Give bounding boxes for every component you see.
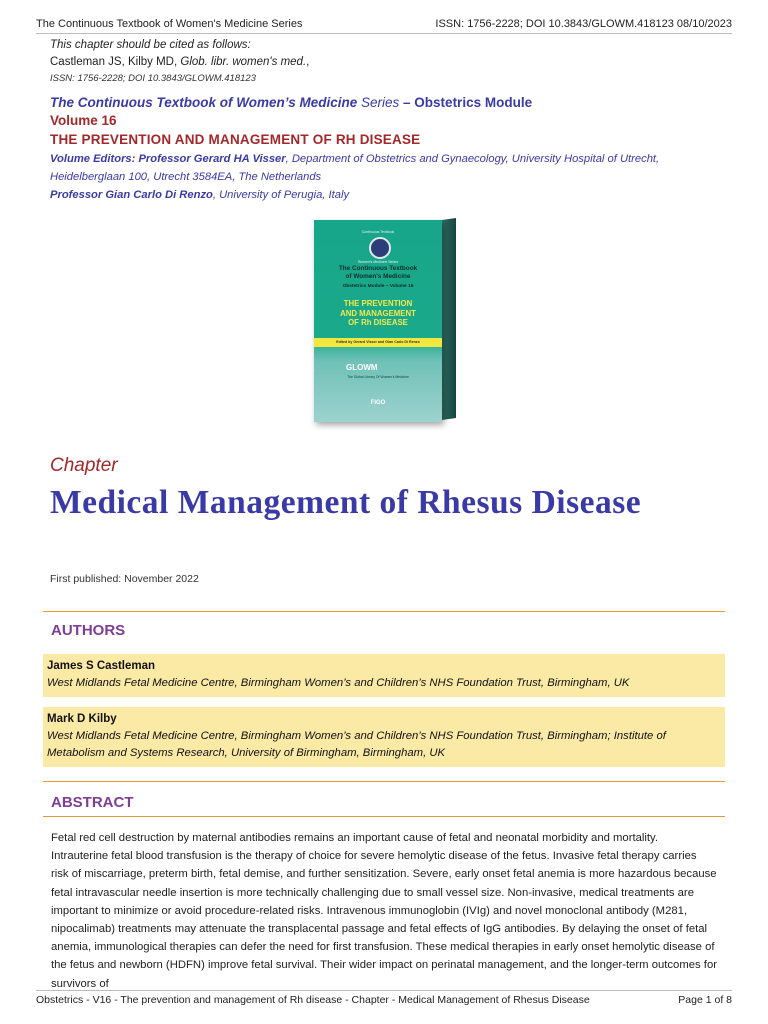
book-cover — [314, 220, 442, 422]
citation-authors: Castleman JS, Kilby MD, — [50, 56, 181, 68]
book-spine — [442, 218, 456, 420]
cover-book-title-b: AND MANAGEMENT — [340, 308, 416, 318]
cover-emblem-icon — [369, 237, 391, 259]
volume-editor-1-name: Volume Editors: Professor Gerard HA Visser — [50, 153, 286, 165]
cover-glowm-sub: The Global Library Of Women's Medicine — [347, 375, 409, 379]
authors-section — [43, 611, 725, 782]
cover-figo-logo: FIGO — [370, 400, 386, 406]
cover-book-title-a: THE PREVENTION — [343, 299, 413, 308]
page-number: Page 1 of 8 — [678, 994, 732, 1006]
series-word: Series — [357, 95, 400, 110]
citation-intro: This chapter should be cited as follows: — [50, 39, 251, 51]
author-affiliation: West Midlands Fetal Medicine Centre, Birmingham Women’s and Children’s NHS Foundation Trust, Birmingham, UK — [47, 677, 630, 689]
cover-book-title — [314, 299, 442, 328]
author-card — [43, 654, 725, 697]
volume-editor-1-address: Heidelberglaan 100, Utrecht 3584EA, The Netherlands — [50, 171, 322, 183]
volume-editor-1-affiliation: , Department of Obstetrics and Gynaecology, University Hospital of Utrecht, — [285, 153, 660, 165]
book-cover-image — [314, 218, 458, 424]
cover-brand-sub: Women's Medicine Series — [357, 260, 399, 264]
volume-title: THE PREVENTION AND MANAGEMENT OF RH DISEASE — [50, 132, 421, 147]
citation-issn: ISSN: 1756-2228; DOI 10.3843/GLOWM.418123 — [50, 73, 256, 84]
author-name: Mark D Kilby — [47, 713, 117, 725]
running-header — [36, 18, 732, 34]
abstract-heading: ABSTRACT — [51, 794, 134, 811]
series-title-line — [50, 94, 740, 112]
series-info — [50, 94, 740, 204]
cover-glowm-logo: GLOWM — [346, 363, 378, 372]
chapter-title: Medical Management of Rhesus Disease — [50, 484, 642, 521]
cover-book-title-c: OF Rh DISEASE — [348, 318, 408, 327]
cover-brand: Continuous Textbook — [361, 230, 395, 234]
cover-series-title-a: The Continuous Textbook — [338, 265, 418, 272]
cover-module: Obstetrics Module – Volume 16 — [342, 284, 414, 289]
author-name: James S Castleman — [47, 660, 156, 672]
running-header-series: The Continuous Textbook of Women's Medicine Series — [36, 18, 303, 30]
abstract-section — [43, 784, 725, 993]
author-affiliation: West Midlands Fetal Medicine Centre, Birmingham Women’s and Children’s NHS Foundation Trust, Birmingham; Institute of Metabolism and Systems Research, University of Birmingham, Birmingham, UK — [47, 730, 666, 759]
first-published: First published: November 2022 — [50, 573, 199, 585]
volume-editor-1 — [50, 150, 740, 168]
cover-series-title-b: of Women's Medicine — [345, 273, 411, 280]
citation-line — [50, 54, 730, 71]
volume-number: Volume 16 — [50, 113, 117, 128]
volume-editor-2-name: Professor Gian Carlo Di Renzo — [50, 189, 213, 201]
running-footer — [36, 990, 732, 1006]
citation-trail: , — [306, 56, 310, 68]
cover-series-title — [314, 265, 442, 281]
chapter-label: Chapter — [50, 455, 118, 476]
volume-editor-2 — [50, 186, 740, 204]
cover-editors-band: Edited by Gerard Visser and Gian Carlo Di Renzo — [314, 338, 442, 347]
running-footer-title: Obstetrics - V16 - The prevention and management of Rh disease - Chapter - Medical Management of Rhesus Disease — [36, 994, 590, 1006]
series-module: – Obstetrics Module — [399, 95, 533, 110]
citation-block — [50, 37, 730, 87]
volume-editor-2-affiliation: , University of Perugia, Italy — [212, 189, 350, 201]
authors-heading: AUTHORS — [51, 622, 126, 639]
running-header-issn: ISSN: 1756-2228; DOI 10.3843/GLOWM.418123 08/10/2023 — [435, 18, 732, 30]
author-card — [43, 707, 725, 767]
section-divider — [43, 781, 725, 782]
citation-journal: Glob. libr. women's med. — [180, 56, 307, 68]
series-title: The Continuous Textbook of Women’s Medicine — [50, 95, 358, 110]
abstract-text: Fetal red cell destruction by maternal antibodies remains an important cause of fetal and neonatal morbidity and mortality. Intrauterine fetal blood transfusion is the therapy of choice for severe hemolytic disease of the fetus. Invasive fetal therapy carries risk of miscarriage, preterm birth, fetal demise, and further sensitization. Severe, early onset fetal anemia is more hazardous because fetal intravascular needle insertion is more technically challenging due to small vessel size. Non-invasive, medical treatments are important to minimize or avoid procedure-related risks. Intravenous immunoglobin (IVIg) and novel monoclonal antibody (M281, nipocalimab) treatments may attenuate the transplacental passage and fetal effects of IgG antibodies. By delaying the onset of fetal anemia, immunological therapies can defer the need for first transfusion. These medical therapies in early onset hemolytic disease of the fetus and newborn (HDFN) improve fetal survival. Their wider impact on perinatal management, and the longer-term outcomes for survivors of — [51, 832, 717, 990]
